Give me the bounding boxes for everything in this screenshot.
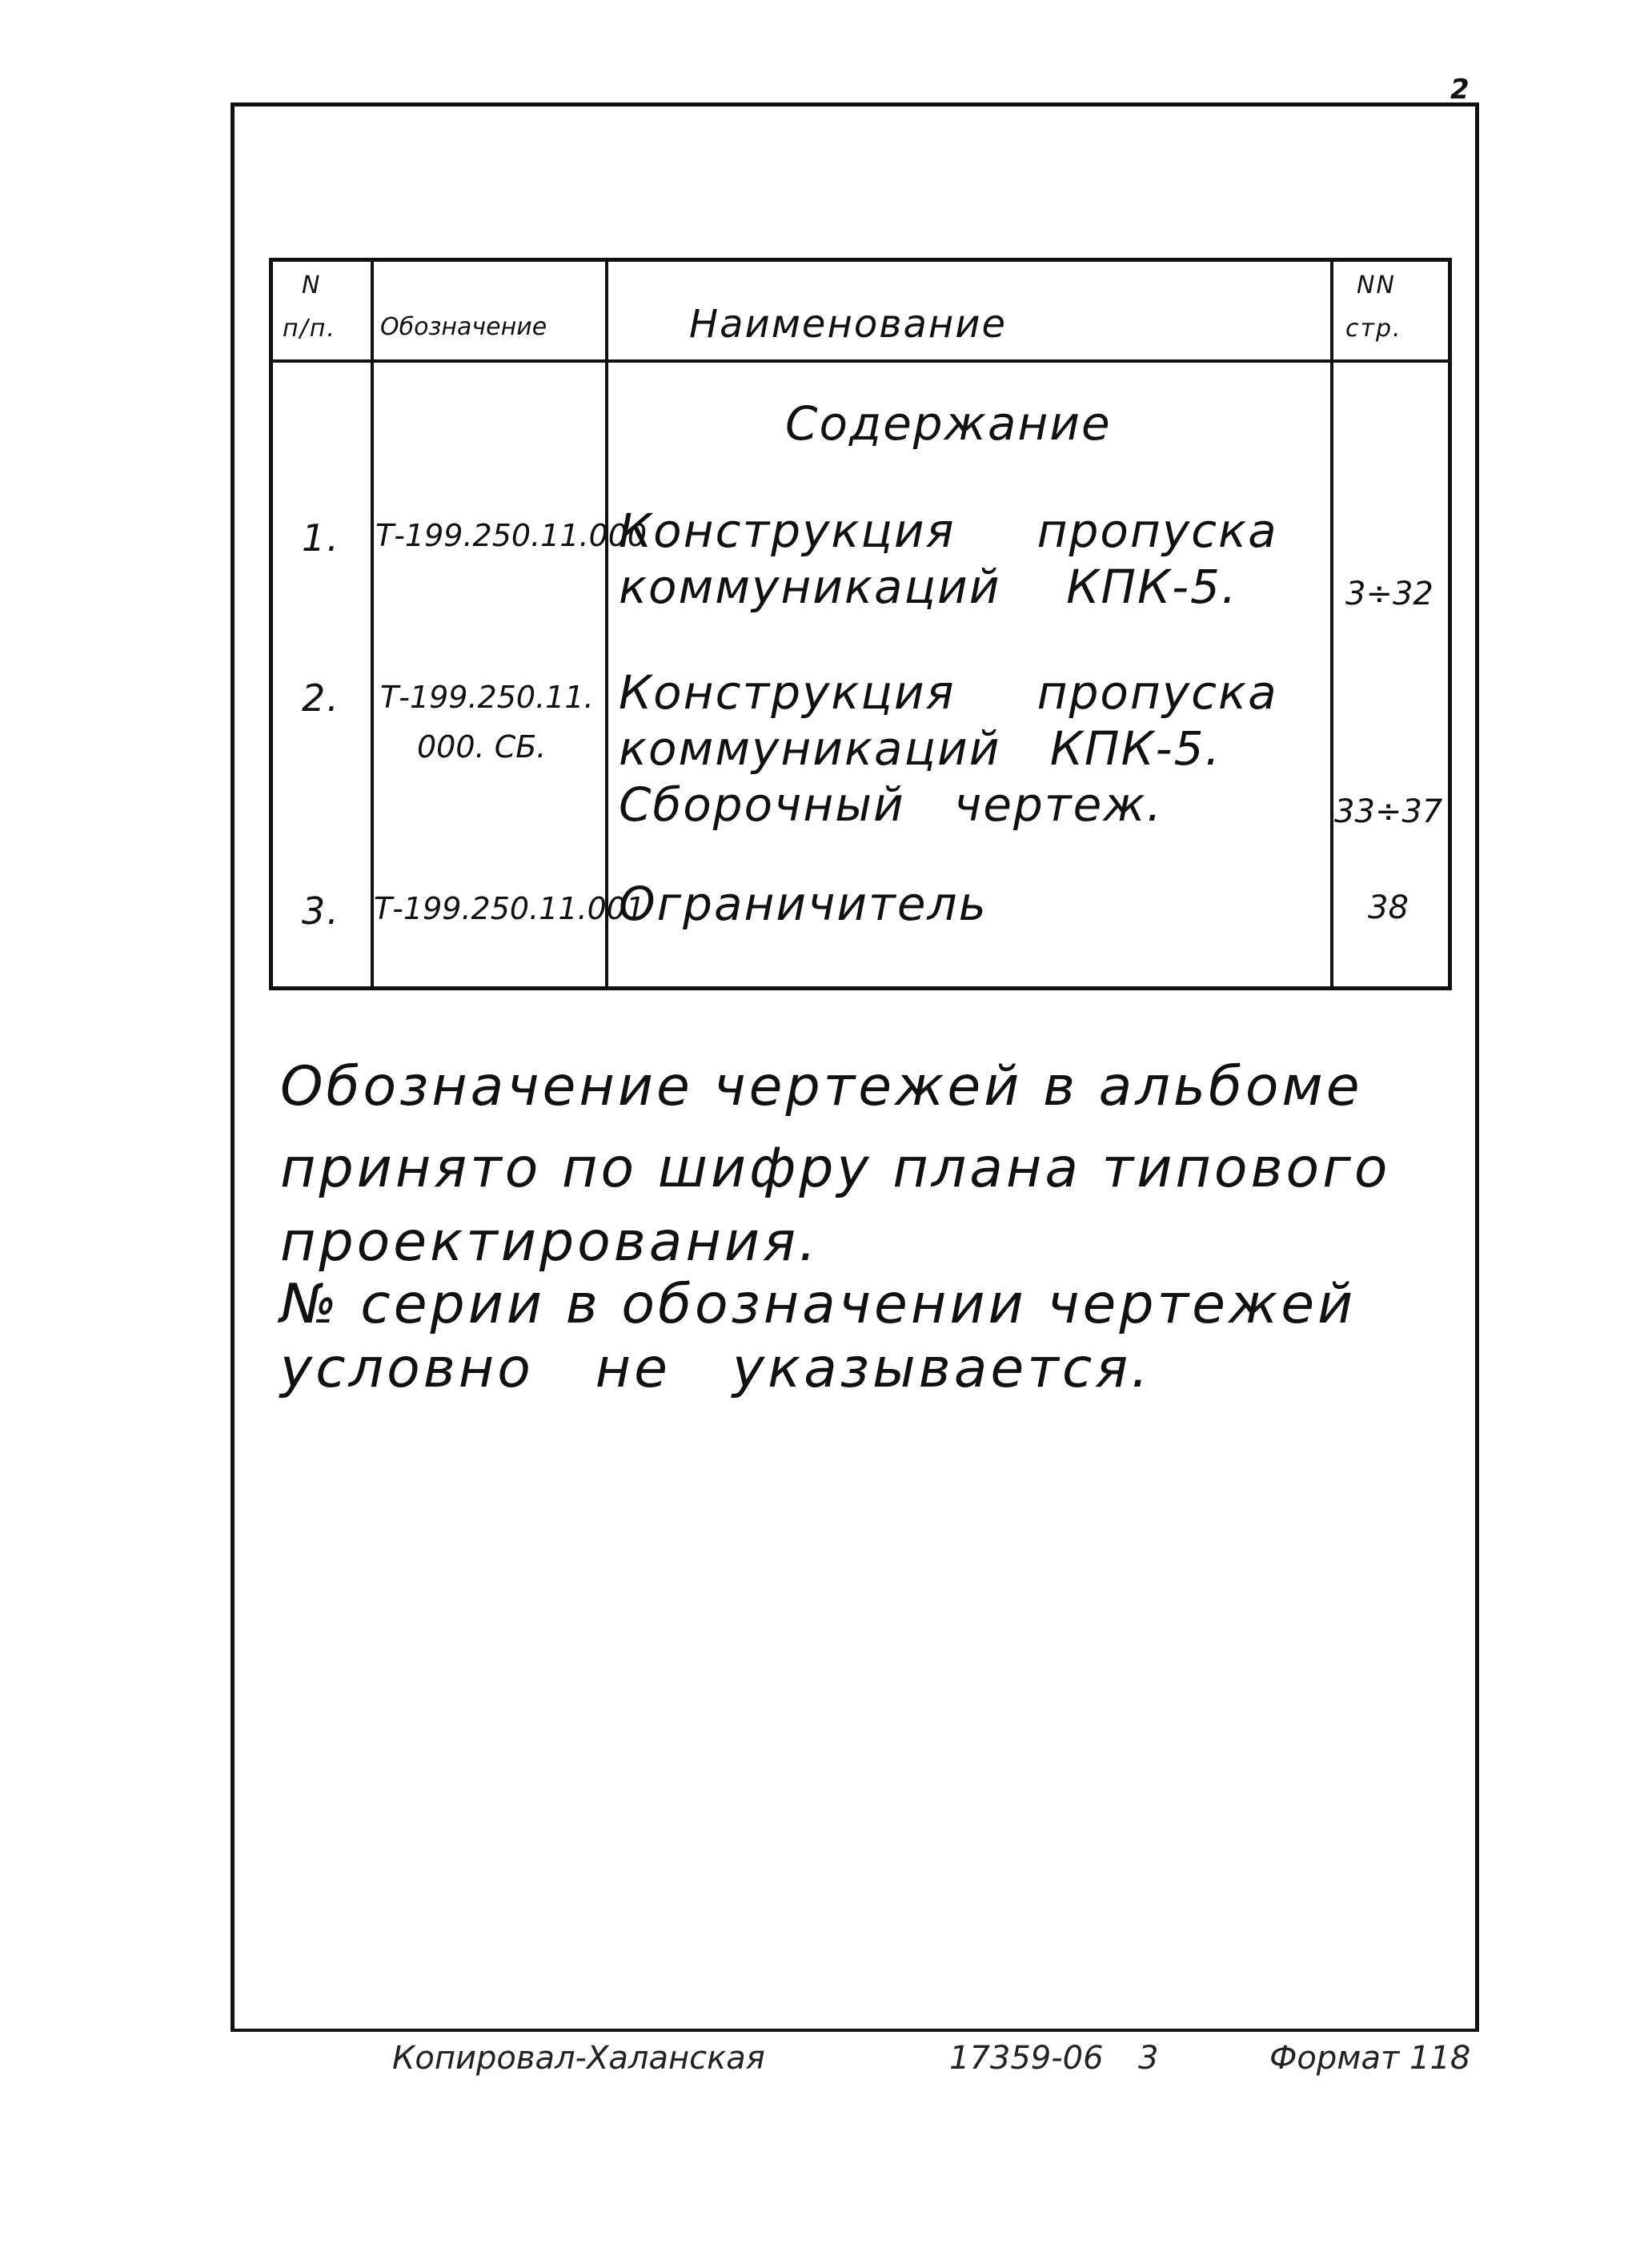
row-number: 3. xyxy=(302,889,340,933)
footer-copied-by: Копировал-Халанская xyxy=(392,2040,765,2077)
row-code: Т-199.250.11.000 xyxy=(375,518,648,553)
row-pages: 38 xyxy=(1368,889,1409,926)
header-num-bottom: п/п. xyxy=(283,315,336,343)
table-divider xyxy=(371,262,374,986)
row-pages: 3÷32 xyxy=(1345,576,1433,612)
page-corner-mark: 2 xyxy=(1450,74,1471,106)
row-code: Т-199.250.11. xyxy=(380,680,594,715)
header-pages-top: NN xyxy=(1357,271,1396,299)
row-code: Т-199.250.11.001 xyxy=(374,891,646,926)
table-header-divider xyxy=(273,359,1448,363)
note-line: проектирования. xyxy=(280,1210,820,1274)
table-divider xyxy=(605,262,608,986)
row-name-line: Сборочный чертеж. xyxy=(619,777,1163,832)
note-line: № серии в обозначении чертежей xyxy=(280,1273,1357,1336)
row-code: 000. СБ. xyxy=(417,729,547,765)
header-pages-bottom: стр. xyxy=(1345,315,1402,343)
header-name: Наименование xyxy=(689,302,1008,347)
row-name-line: Ограничитель xyxy=(619,877,988,931)
footer-format: Формат 118 xyxy=(1269,2040,1471,2077)
section-title: Содержание xyxy=(785,396,1112,451)
row-number: 1. xyxy=(302,516,340,560)
contents-table xyxy=(269,258,1452,990)
header-code: Обозначение xyxy=(380,313,547,341)
row-name-line: Конструкция пропуска xyxy=(619,504,1278,558)
note-line: принято по шифру плана типового xyxy=(280,1137,1391,1200)
row-number: 2. xyxy=(302,676,340,720)
note-line: Обозначение чертежей в альбоме xyxy=(280,1055,1363,1118)
note-line: условно не указывается. xyxy=(280,1337,1152,1400)
header-num-top: N xyxy=(302,271,322,299)
row-name-line: Конструкция пропуска xyxy=(619,665,1278,720)
row-name-line: коммуникаций КПК-5. xyxy=(619,721,1221,776)
footer-sheet-number: 3 xyxy=(1138,2040,1159,2077)
row-name-line: коммуникаций КПК-5. xyxy=(619,560,1238,614)
table-divider xyxy=(1330,262,1333,986)
footer-order-number: 17359-06 xyxy=(949,2040,1104,2077)
row-pages: 33÷37 xyxy=(1334,793,1443,830)
